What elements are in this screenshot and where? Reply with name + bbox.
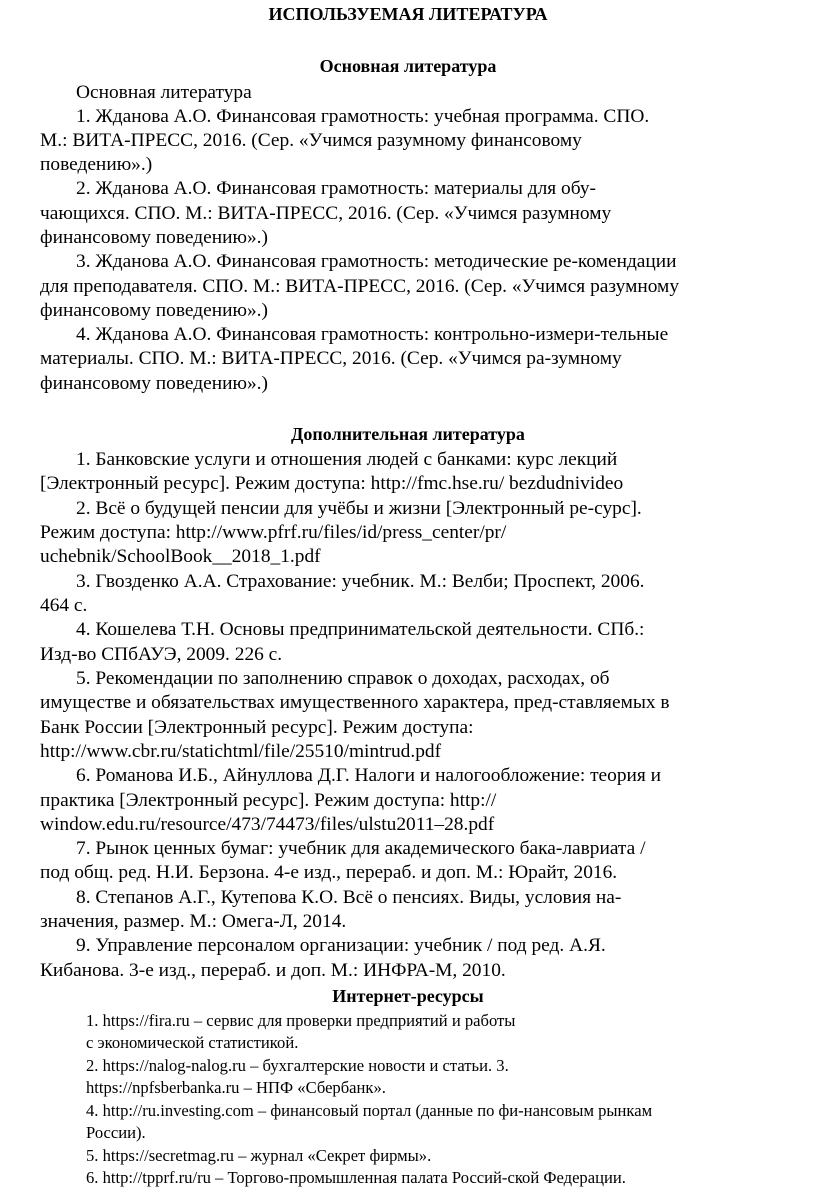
additional-item-4-line-2: Изд-во СПбАУЭ, 2009. 226 с.: [40, 644, 283, 665]
additional-item-1-line-2: [Электронный ресурс]. Режим доступа: http://fmc.hse.ru/ bezdudnivideo: [40, 473, 624, 494]
main-item-3-line-2: для преподавателя. СПО. М.: ВИТА-ПРЕСС, 2016. (Сер. «Учимся разумному: [40, 276, 680, 297]
additional-item-6-line-2: практика [Электронный ресурс]. Режим доступа: http://: [40, 790, 497, 811]
main-item-3-line-1: 3. Жданова А.О. Финансовая грамотность: методические ре-комендации: [76, 251, 677, 272]
additional-item-1-line-1: 1. Банковские услуги и отношения людей с банками: курс лекций: [76, 449, 618, 470]
internet-item-4-line-1: 4. http://ru.investing.com – финансовый портал (данные по фи-нансовым рынкам: [86, 1101, 653, 1120]
additional-item-4-line-1: 4. Кошелева Т.Н. Основы предпринимательской деятельности. СПб.:: [76, 619, 645, 640]
internet-item-6: 6. http://tpprf.ru/ru – Торгово-промышленная палата Россий-ской Федерации.: [86, 1168, 626, 1187]
internet-item-4-line-2: России).: [86, 1123, 146, 1142]
additional-item-8-line-1: 8. Степанов А.Г., Кутепова К.О. Всё о пенсиях. Виды, условия на-: [76, 887, 622, 908]
main-item-4-line-2: материалы. СПО. М.: ВИТА-ПРЕСС, 2016. (Сер. «Учимся ра-зумному: [40, 348, 622, 369]
main-item-3-line-3: финансовому поведению».): [40, 300, 268, 321]
document-title: ИСПОЛЬЗУЕМАЯ ЛИТЕРАТУРА: [268, 4, 548, 24]
additional-item-7-line-1: 7. Рынок ценных бумаг: учебник для академического бака-лавриата /: [76, 838, 646, 859]
additional-item-3-line-2: 464 с.: [40, 595, 88, 616]
main-item-1-line-3: поведению».): [40, 154, 153, 175]
internet-item-2-line-2: https://npfsberbanka.ru – НПФ «Сбербанк».: [86, 1078, 386, 1097]
additional-item-3-line-1: 3. Гвозденко А.А. Страхование: учебник. М.: Велби; Проспект, 2006.: [76, 571, 645, 592]
additional-item-6-line-3: window.edu.ru/resource/473/74473/files/ulstu2011–28.pdf: [40, 814, 495, 835]
main-item-1-line-1: 1. Жданова А.О. Финансовая грамотность: учебная программа. СПО.: [76, 106, 650, 127]
internet-item-1-line-2: с экономической статистикой.: [86, 1033, 299, 1052]
main-item-2-line-3: финансовому поведению».): [40, 227, 268, 248]
main-item-4-line-1: 4. Жданова А.О. Финансовая грамотность: контрольно-измери-тельные: [76, 324, 669, 345]
internet-item-2-line-1: 2. https://nalog-nalog.ru – бухгалтерские новости и статьи. 3.: [86, 1056, 509, 1075]
additional-item-5-line-1: 5. Рекомендации по заполнению справок о доходах, расходах, об: [76, 668, 610, 689]
main-literature-heading: Основная литература: [319, 56, 497, 76]
additional-literature-heading: Дополнительная литература: [291, 424, 525, 444]
additional-item-5-line-4: http://www.cbr.ru/statichtml/file/25510/mintrud.pdf: [40, 741, 442, 762]
additional-item-6-line-1: 6. Романова И.Б., Айнуллова Д.Г. Налоги и налогообложение: теория и: [76, 765, 662, 786]
additional-item-9-line-1: 9. Управление персоналом организации: учебник / под ред. А.Я.: [76, 935, 606, 956]
additional-item-9-line-2: Кибанова. 3-е изд., перераб. и доп. М.: ИНФРА-М, 2010.: [40, 960, 506, 981]
additional-item-2-line-2: Режим доступа: http://www.pfrf.ru/files/id/press_center/pr/: [40, 522, 507, 543]
main-item-2-line-1: 2. Жданова А.О. Финансовая грамотность: материалы для обу-: [76, 178, 597, 199]
additional-item-7-line-2: под общ. ред. Н.И. Берзона. 4-е изд., перераб. и доп. М.: Юрайт, 2016.: [40, 862, 618, 883]
main-item-4-line-3: финансовому поведению».): [40, 373, 268, 394]
additional-item-2-line-1: 2. Всё о будущей пенсии для учёбы и жизни [Электронный ре-сурс].: [76, 498, 642, 519]
main-item-2-line-2: чающихся. СПО. М.: ВИТА-ПРЕСС, 2016. (Сер. «Учимся разумному: [40, 203, 612, 224]
internet-item-5: 5. https://secretmag.ru – журнал «Секрет фирмы».: [86, 1146, 432, 1165]
additional-item-5-line-2: имуществе и обязательствах имущественного характера, пред-ставляемых в: [40, 692, 670, 713]
internet-item-1-line-1: 1. https://fira.ru – сервис для проверки предприятий и работы: [86, 1011, 516, 1030]
main-literature-label: Основная литература: [76, 82, 252, 103]
additional-item-2-line-3: uchebnik/SchoolBook__2018_1.pdf: [40, 546, 321, 567]
main-item-1-line-2: М.: ВИТА-ПРЕСС, 2016. (Сер. «Учимся разумному финансовому: [40, 130, 582, 151]
internet-resources-heading: Интернет-ресурсы: [332, 986, 484, 1006]
additional-item-5-line-3: Банк России [Электронный ресурс]. Режим доступа:: [40, 717, 474, 738]
additional-item-8-line-2: значения, размер. М.: Омега-Л, 2014.: [40, 911, 347, 932]
